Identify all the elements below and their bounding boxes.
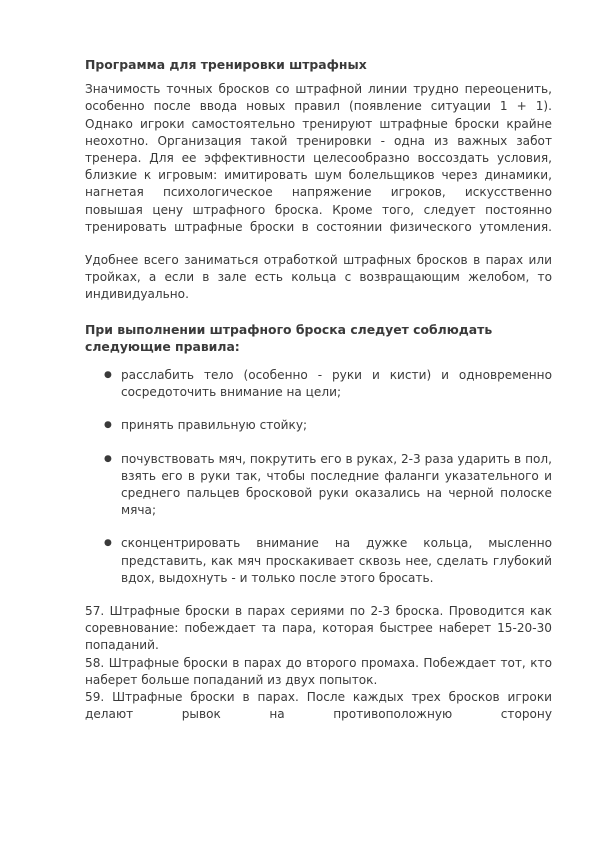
document-title: Программа для тренировки штрафных [85,57,367,72]
rule-text: сконцентрировать внимание на дужке кольца, мысленно представить, как мяч проскакивает сквозь нее, сделать глубокий вдох, выдохнуть - и только после этого бросать. [121,536,552,585]
rule-item [85,417,552,434]
bullet-icon: ● [104,538,112,549]
exercise-list [85,603,552,723]
exercise-item: 59. Штрафные броски в парах. После каждых трех бросков игроки делают рывок на противоположную сторону [85,690,552,722]
rule-text: принять правильную стойку; [121,418,308,433]
bullet-icon: ● [104,453,112,464]
exercise-item: 58. Штрафные броски в парах до второго промаха. Побеждает тот, кто наберет больше попаданий из двух попыток. [85,655,552,687]
rules-heading: При выполнении штрафного броска следует соблюдать следующие правила: [85,321,493,354]
rules-list [85,367,552,587]
pairs-paragraph: Удобнее всего заниматься отработкой штрафных бросков в парах или тройках, а если в зале есть кольца с возвращающим желобом, то индивидуально. [85,253,552,302]
document-page [85,56,552,724]
bullet-icon: ● [104,370,112,381]
rule-item [85,451,552,520]
intro-paragraph: Значимость точных бросков со штрафной линии трудно переоценить, особенно после ввода новых правил (появление ситуации 1 + 1). Однако игроки самостоятельно тренируют штрафные броски крайне неохотно. Организация такой тренировки - одна из важных забот тренера. Для ее эффективности целесообразно воссоздать условия, близкие к игровым: имитировать шум болельщиков через динамики, нагнетая психологическое напряжение игроков, искусственно повышая цену штрафного броска. Кроме того, следует постоянно тренировать штрафные броски в состоянии физического утомления. [85,82,552,234]
exercise-item: 57. Штрафные броски в парах сериями по 2-3 броска. Проводится как соревнование: побеждает та пара, которая быстрее наберет 15-20-30 попаданий. [85,604,552,653]
rule-text: почувствовать мяч, покрутить его в руках, 2-3 раза ударить в пол, взять его в руки так, чтобы последние фаланги указательного и среднего пальцев бросковой руки оказались на черной полоске мяча; [121,451,552,518]
rule-item [85,535,552,587]
bullet-icon: ● [104,420,112,431]
rule-text: расслабить тело (особенно - руки и кисти) и одновременно сосредоточить внимание на цели; [121,368,552,400]
rule-item [85,367,552,401]
